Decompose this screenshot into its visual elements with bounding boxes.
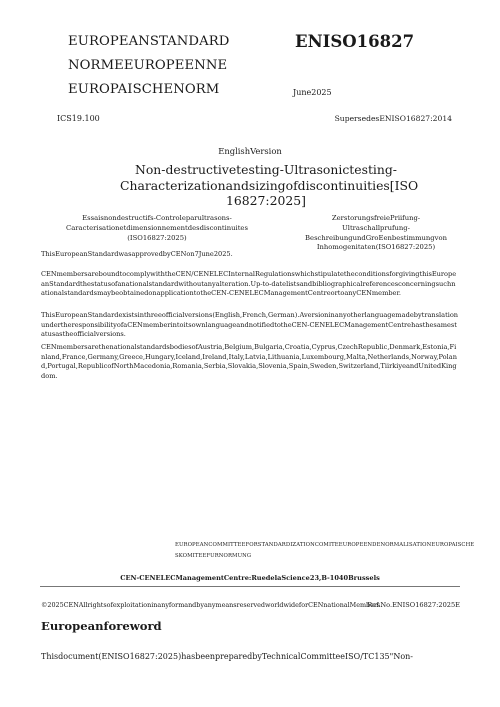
german-title-line: BeschreibungundGroEenbestimmungvon bbox=[305, 233, 447, 242]
french-title-line: Caracterisationetdimensionnementdesdiscontinuites bbox=[66, 223, 248, 232]
foreword-heading: Europeanforeword bbox=[41, 619, 162, 633]
french-title bbox=[52, 214, 262, 243]
document-title bbox=[120, 162, 419, 209]
publication-date: June2025 bbox=[293, 88, 332, 97]
german-title-line: ZerstorungsfreiePriifung-Ultraschallprufung- bbox=[331, 214, 421, 232]
member-countries-paragraph: CENmembersarethenationalstandardsbodiesofAustria,Belgium,Bulgaria,Croatia,Cyprus,CzechRepublic,Denmark,Estonia,Finland,France,Germany,Greece,Hungary,Iceland,Ireland,Italy,Latvia,Lithuania,Luxembourg,Malta,Netherlands,Norway,Poland,Portugal,RepublicofNorthMacedonia,Romania,Serbia,Slovakia,Slovenia,Spain,Sweden,Switzerland,TiirkiyeandUnitedKingdom. bbox=[41, 343, 457, 380]
language-version: EnglishVersion bbox=[218, 146, 282, 156]
title-german: EUROPAISCHENORM bbox=[68, 82, 220, 97]
document-title-line: Characterizationandsizingofdiscontinuities[ISO bbox=[120, 177, 419, 193]
ics-code: ICS19.100 bbox=[57, 114, 100, 123]
document-title-line: 16827:2025] bbox=[226, 193, 306, 208]
copyright-notice: ©2025CENAllrightsofexploitationinanyformandbyanymeansreservedworldwideforCENnationalMembers. bbox=[41, 601, 383, 609]
management-centre-address: CEN-CENELECManagementCentre:RuedelaScience23,B-1040Brussels bbox=[120, 574, 380, 582]
title-english: EUROPEANSTANDARD bbox=[68, 34, 230, 49]
supersedes-note: SupersedesENISO16827:2014 bbox=[334, 114, 452, 123]
standard-number: ENISO16827 bbox=[295, 32, 415, 51]
german-title bbox=[298, 214, 454, 253]
compliance-paragraph: CENmembersareboundtocomplywiththeCEN/CENELECInternalRegulationswhichstipulatetheconditionsforgivingthisEuropeanStandardthestatusofanationalstandardwithoutanyalteration.Up-to-datelistsandbibliographicalreferencesconcerningsuchnationalstandardsmaybeobtainedonapplicationtotheCEN-CENELECManagementCentreortoanyCENmember. bbox=[41, 270, 457, 298]
document-title-line: Non-destructivetesting-Ultrasonictesting- bbox=[134, 162, 397, 177]
official-versions-paragraph: ThisEuropeanStandardexistsinthreeofficialversions(English,French,German).AversioninanyotherlanguagemadebytranslationundertheresponsibilityofaCENmemberintoitsownlanguageandnotifiedtotheCEN-CENELECManagementCentrehasthesamestatusastheofficialversions. bbox=[41, 311, 459, 339]
french-title-line: Essaisnondestructifs-Controleparultrasons- bbox=[82, 214, 232, 222]
reference-number: Ref.No.ENISO16827:2025E bbox=[367, 601, 460, 609]
footer-divider bbox=[40, 586, 460, 587]
standard-designation-block bbox=[68, 30, 229, 102]
approval-paragraph: ThisEuropeanStandardwasapprovedbyCENon7June2025. bbox=[41, 250, 233, 258]
foreword-text: Thisdocument(ENISO16827:2025)hasbeenpreparedbyTechnicalCommitteeISO/TC135"Non- bbox=[41, 652, 413, 661]
german-title-line: Inhomogenitaten(ISO16827:2025) bbox=[316, 243, 436, 252]
french-title-line: (ISO16827:2025) bbox=[127, 233, 187, 242]
committee-names: EUROPEANCOMMITTEEFORSTANDARDIZATIONCOMITEEUROPEENDENORMALISATIONEUROPAISCHESKOMITEEFURNORMUNG bbox=[175, 542, 475, 559]
title-french: NORMEEUROPEENNE bbox=[68, 58, 228, 73]
